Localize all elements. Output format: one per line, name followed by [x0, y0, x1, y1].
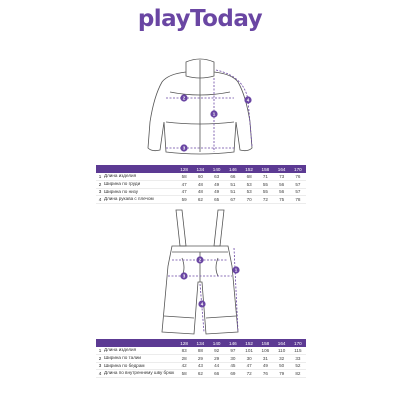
pants-row — [96, 354, 306, 362]
pants-marker-3: 3 — [182, 273, 186, 279]
cell: 51 — [225, 188, 241, 196]
cell: 75 — [274, 196, 290, 204]
pants-header-blank — [96, 339, 176, 347]
cell: 67 — [225, 196, 241, 204]
pants-drawing — [120, 206, 280, 338]
cell: 53 — [241, 188, 257, 196]
cell: 32 — [274, 354, 290, 362]
jacket-row — [96, 188, 306, 196]
cell: 28 — [176, 354, 192, 362]
cell: 57 — [290, 188, 306, 196]
jacket-drawing — [120, 52, 280, 160]
pants-size-table — [96, 339, 306, 378]
cell: 55 — [257, 180, 273, 188]
cell: 50 — [274, 362, 290, 370]
cell: 62 — [192, 196, 208, 204]
row-number: 2 — [96, 354, 104, 362]
cell: 58 — [176, 173, 192, 180]
pants-size-col: 158 — [257, 339, 273, 347]
jacket-row — [96, 196, 306, 204]
cell: 78 — [290, 196, 306, 204]
cell: 66 — [225, 173, 241, 180]
row-label: Длина рукава с плечом — [104, 196, 176, 204]
cell: 65 — [209, 196, 225, 204]
row-label: Длина изделия — [104, 173, 176, 180]
cell: 49 — [209, 188, 225, 196]
jacket-marker-4: 4 — [246, 97, 250, 103]
jacket-marker-3: 3 — [182, 145, 186, 151]
cell: 53 — [241, 180, 257, 188]
cell: 57 — [290, 180, 306, 188]
cell: 45 — [225, 362, 241, 370]
jacket-size-col: 152 — [241, 165, 257, 173]
row-label: Ширина по бедрам — [104, 362, 176, 370]
cell: 59 — [176, 196, 192, 204]
cell: 66 — [209, 370, 225, 378]
jacket-size-table — [96, 165, 306, 204]
pants-row — [96, 347, 306, 354]
cell: 92 — [209, 347, 225, 354]
pants-size-col: 152 — [241, 339, 257, 347]
cell: 47 — [241, 362, 257, 370]
jacket-size-col: 146 — [225, 165, 241, 173]
jacket-size-col: 158 — [257, 165, 273, 173]
pants-marker-1: 1 — [234, 267, 238, 273]
cell: 33 — [290, 354, 306, 362]
cell: 76 — [257, 370, 273, 378]
cell: 43 — [192, 362, 208, 370]
pants-illustration — [120, 206, 280, 338]
jacket-marker-2: 2 — [182, 95, 186, 101]
cell: 76 — [290, 173, 306, 180]
row-number: 1 — [96, 173, 104, 180]
cell: 83 — [176, 347, 192, 354]
row-label: Ширина по низу — [104, 188, 176, 196]
row-label: Ширина по груди — [104, 180, 176, 188]
cell: 52 — [290, 362, 306, 370]
cell: 29 — [209, 354, 225, 362]
jacket-header-row — [96, 165, 306, 173]
pants-size-col: 128 — [176, 339, 192, 347]
cell: 60 — [192, 173, 208, 180]
cell: 72 — [241, 370, 257, 378]
cell: 82 — [290, 370, 306, 378]
pants-row — [96, 362, 306, 370]
cell: 47 — [176, 188, 192, 196]
cell: 31 — [257, 354, 273, 362]
cell: 30 — [241, 354, 257, 362]
row-number: 4 — [96, 370, 104, 378]
pants-size-col: 164 — [274, 339, 290, 347]
jacket-size-col: 164 — [274, 165, 290, 173]
cell: 51 — [225, 180, 241, 188]
cell: 69 — [225, 370, 241, 378]
pants-size-col: 134 — [192, 339, 208, 347]
jacket-row — [96, 173, 306, 180]
cell: 70 — [241, 196, 257, 204]
cell: 97 — [225, 347, 241, 354]
pants-marker-2: 2 — [198, 257, 202, 263]
jacket-size-col: 134 — [192, 165, 208, 173]
cell: 62 — [192, 370, 208, 378]
cell: 110 — [274, 347, 290, 354]
cell: 88 — [192, 347, 208, 354]
row-number: 3 — [96, 362, 104, 370]
cell: 115 — [290, 347, 306, 354]
row-number: 2 — [96, 180, 104, 188]
cell: 49 — [257, 362, 273, 370]
row-number: 4 — [96, 196, 104, 204]
cell: 101 — [241, 347, 257, 354]
row-label: Длина изделия — [104, 347, 176, 354]
pants-size-col: 170 — [290, 339, 306, 347]
cell: 63 — [209, 173, 225, 180]
row-number: 3 — [96, 188, 104, 196]
row-label: Ширина по талии — [104, 354, 176, 362]
pants-row — [96, 370, 306, 378]
jacket-header-blank — [96, 165, 176, 173]
row-label: Длина по внутреннему шву брюк — [104, 370, 176, 378]
cell: 58 — [176, 370, 192, 378]
pants-marker-4: 4 — [200, 301, 204, 307]
cell: 44 — [209, 362, 225, 370]
cell: 49 — [209, 180, 225, 188]
jacket-illustration — [120, 52, 280, 160]
cell: 68 — [241, 173, 257, 180]
cell: 47 — [176, 180, 192, 188]
brand-logo-text: playToday — [137, 6, 263, 32]
brand-logo — [0, 6, 400, 32]
pants-header-row — [96, 339, 306, 347]
cell: 79 — [274, 370, 290, 378]
jacket-size-col: 140 — [209, 165, 225, 173]
cell: 73 — [274, 173, 290, 180]
cell: 42 — [176, 362, 192, 370]
jacket-marker-1: 1 — [212, 111, 216, 117]
cell: 48 — [192, 188, 208, 196]
jacket-size-col: 128 — [176, 165, 192, 173]
cell: 71 — [257, 173, 273, 180]
cell: 55 — [257, 188, 273, 196]
cell: 106 — [257, 347, 273, 354]
cell: 56 — [274, 180, 290, 188]
cell: 56 — [274, 188, 290, 196]
cell: 48 — [192, 180, 208, 188]
cell: 30 — [225, 354, 241, 362]
cell: 29 — [192, 354, 208, 362]
jacket-size-col: 170 — [290, 165, 306, 173]
pants-size-col: 140 — [209, 339, 225, 347]
cell: 72 — [257, 196, 273, 204]
jacket-row — [96, 180, 306, 188]
row-number: 1 — [96, 347, 104, 354]
pants-size-col: 146 — [225, 339, 241, 347]
